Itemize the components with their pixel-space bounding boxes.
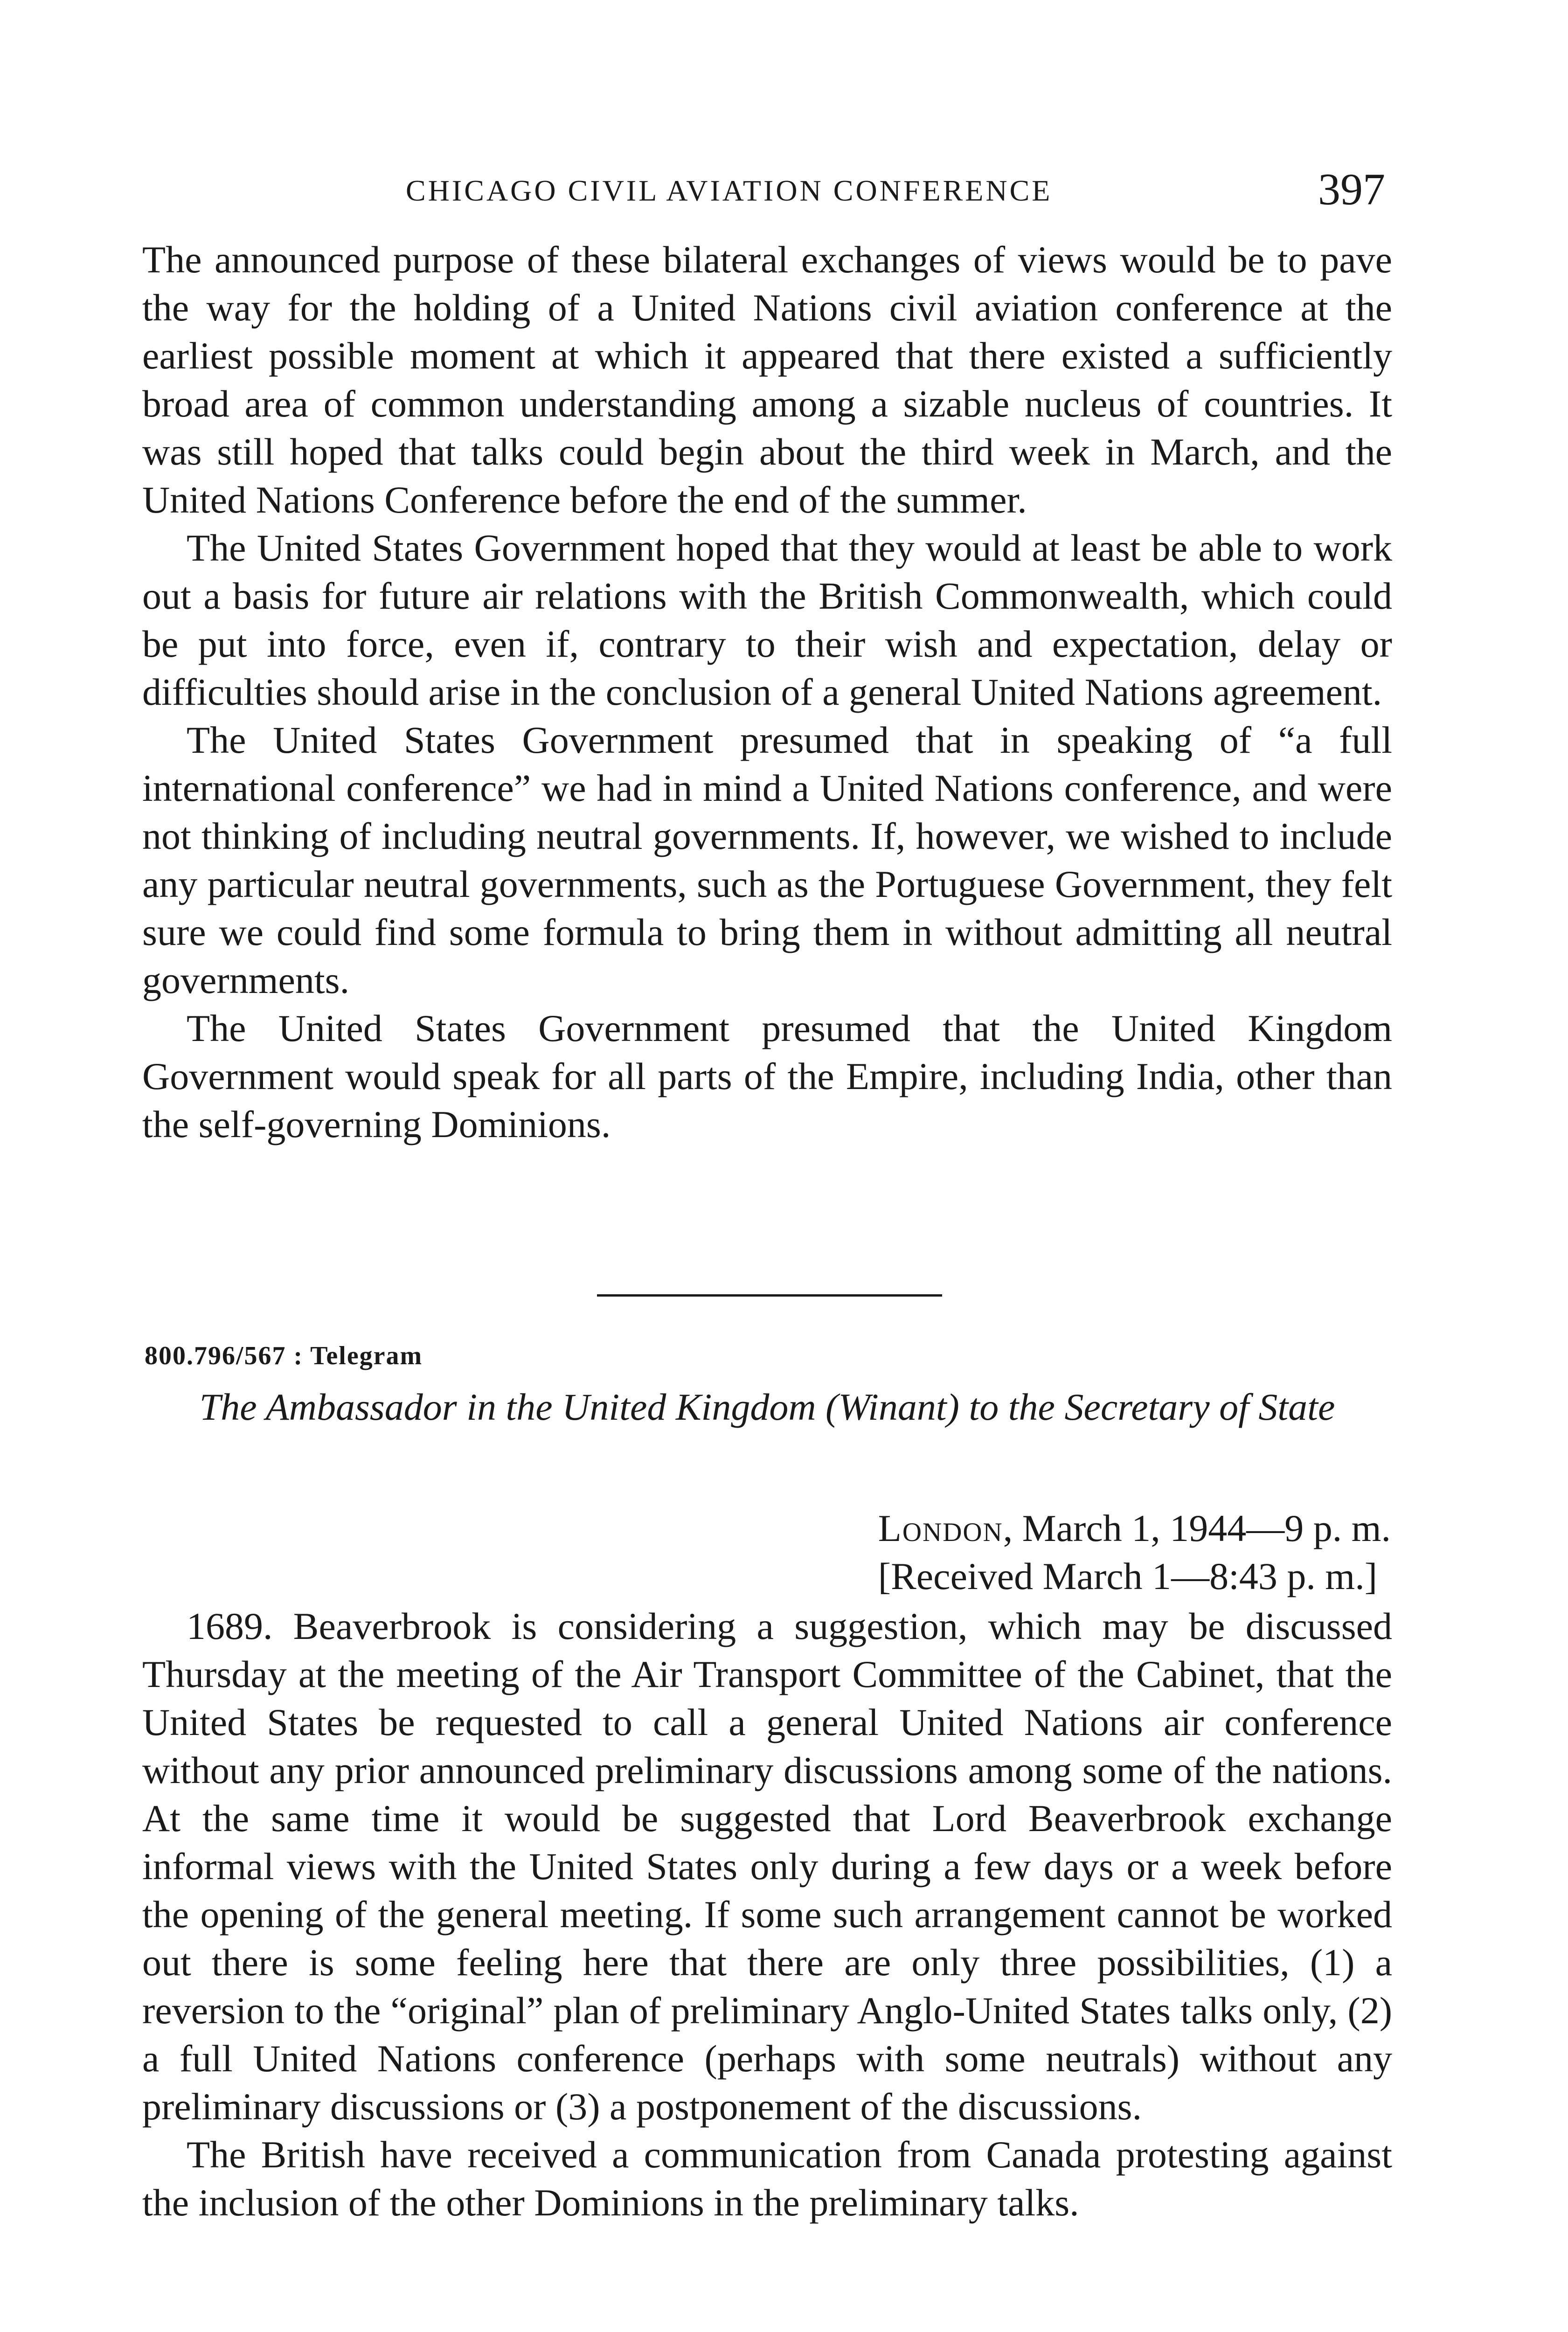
paragraph: The British have received a communication from Canada protesting against the inclusion of the other Dominions in the preliminary talks. [142, 2133, 1392, 2224]
paragraph: The United States Government presumed that the United Kingdom Government would speak for all parts of the Empire, including India, other than the self-governing Dominions. [142, 1007, 1392, 1145]
dateline-place: London [878, 1507, 1003, 1549]
paragraph: The announced purpose of these bilateral exchanges of views would be to pave the way for the holding of a United Nations civil aviation conference at the earliest possible moment at which it appeared that there existed a sufficiently broad area of common understanding among a sizable nucleus of countries. It was still hoped that talks could begin about the third week in March, and the United Nations Conference before the end of the summer. [142, 238, 1392, 521]
dateline-received: [Received March 1—8:43 p. m.] [878, 1555, 1378, 1597]
paragraph: The United States Government presumed that in speaking of “a full international conference” we had in mind a United Nations conference, and were not thinking of including neutral governments. If, however, we wished to include any particular neutral governments, such as the Portuguese Government, they felt sure we could find some formula to bring them in without admitting all neutral governments. [142, 719, 1392, 1001]
body-text [142, 236, 1392, 1148]
page-number: 397 [1318, 164, 1385, 214]
running-head [140, 163, 1390, 215]
running-title: CHICAGO CIVIL AVIATION CONFERENCE [406, 174, 1053, 207]
paragraph: The United States Government hoped that they would at least be able to work out a basis for future air relations with the British Commonwealth, which could be put into force, even if, contrary to their wish and expectation, delay or difficulties should arise in the conclusion of a general United Nations agreement. [142, 527, 1392, 713]
document-reference: 800.796/567 : Telegram [145, 1341, 423, 1370]
dateline-sent [878, 1504, 1391, 1552]
paragraph: 1689. Beaverbrook is considering a suggestion, which may be discussed Thursday at the meeting of the Air Transport Committee of the Cabinet, that the United States be requested to call a general United Nations air conference without any prior announced preliminary discussions among some of the nations. At the same time it would be suggested that Lord Beaverbrook exchange informal views with the United States only during a few days or a week before the opening of the general meeting. If some such arrangement cannot be worked out there is some feeling here that there are only three possibilities, (1) a reversion to the “original” plan of preliminary Anglo-United States talks only, (2) a full United Nations conference (perhaps with some neutrals) without any preliminary discussions or (3) a postponement of the discussions. [142, 1605, 1392, 2128]
telegram-text [142, 1602, 1392, 2227]
dateline-date: , March 1, 1944—9 p. m. [1003, 1507, 1391, 1549]
dateline [878, 1504, 1391, 1600]
section-divider [597, 1294, 942, 1297]
document-heading: The Ambassador in the United Kingdom (Winant) to the Secretary of State [199, 1386, 1335, 1428]
